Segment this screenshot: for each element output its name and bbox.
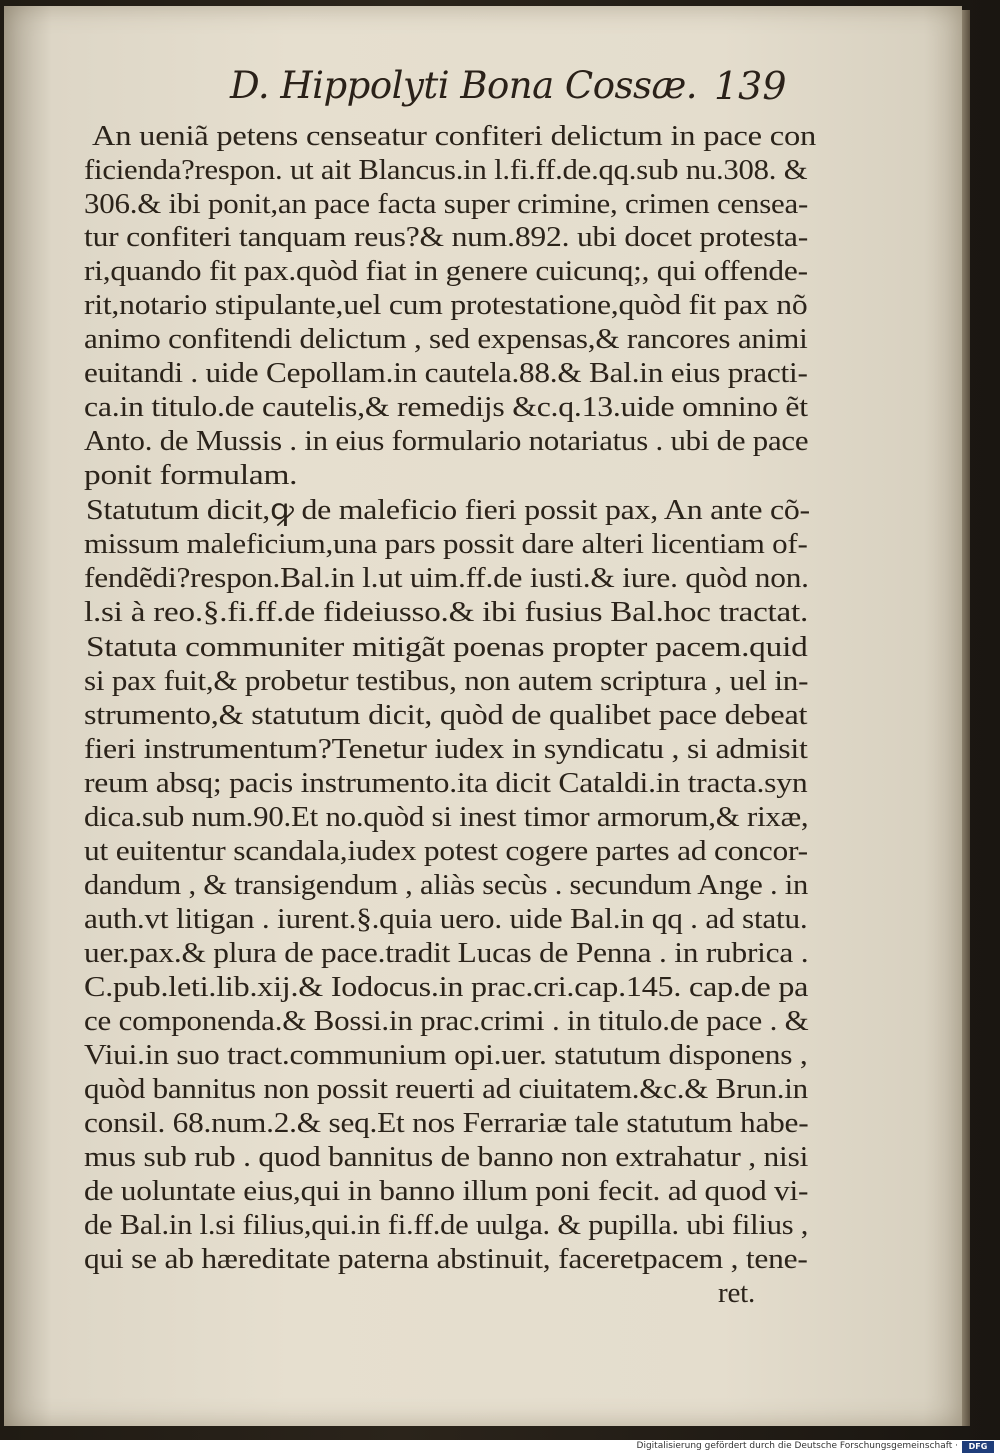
text-line: animo confitendi delictum , sed expensas,& rancores animi — [84, 323, 808, 355]
text-line: ponit formulam. — [84, 459, 298, 491]
text-line: ce componenda.& Bossi.in prac.crimi . in titulo.de pace . & — [84, 1005, 809, 1037]
text-line: dandum , & transigendum , aliàs secùs . secundum Ange . in — [84, 869, 809, 901]
dfg-logo: DFG — [962, 1441, 994, 1453]
text-line: mus sub rub . quod bannitus de banno non extrahatur , nisi — [84, 1141, 809, 1173]
text-line: C.pub.leti.lib.xij.& Iodocus.in prac.cri.cap.145. cap.de pa — [84, 971, 809, 1003]
text-line: Statuta communiter mitigãt poenas propter pacem.quid — [86, 631, 808, 663]
text-line: ficienda?respon. ut ait Blancus.in l.fi.ff.de.qq.sub nu.308. & — [84, 154, 808, 186]
text-line: missum maleficium,una pars possit dare alteri licentiam of- — [84, 528, 808, 560]
text-line: Viui.in suo tract.communium opi.uer. statutum disponens , — [84, 1039, 808, 1071]
text-line: Anto. de Mussis . in eius formulario notariatus . ubi de pace — [84, 425, 809, 457]
text-line: de uoluntate eius,qui in banno illum poni fecit. ad quod vi- — [84, 1175, 809, 1207]
text-line: ri,quando fit pax.quòd fiat in genere cuicunq;, qui offende- — [84, 255, 808, 287]
page-number: 139 — [714, 64, 787, 108]
text-line: fieri instrumentum?Tenetur iudex in syndicatu , si admisit — [84, 733, 808, 765]
text-line: de Bal.in l.si filius,qui.in fi.ff.de uulga. & pupilla. ubi filius , — [84, 1209, 809, 1241]
text-line: rit,notario stipulante,uel cum protestatione,quòd fit pax nõ — [84, 289, 808, 321]
text-line: reum absq; pacis instrumento.ita dicit Cataldi.in tracta.syn — [84, 767, 808, 799]
text-line: fendẽdi?respon.Bal.in l.ut uim.ff.de iusti.& iure. quòd non. — [84, 562, 809, 594]
text-line: auth.vt litigan . iurent.§.quia uero. uide Bal.in qq . ad statu. — [84, 903, 808, 935]
text-line: 306.& ibi ponit,an pace facta super crimine, crimen censea- — [84, 188, 809, 220]
text-line: l.si à reo.§.fi.ff.de fideiusso.& ibi fusius Bal.hoc tractat. — [84, 596, 809, 628]
text-line: ut euitentur scandala,iudex potest cogere partes ad concor- — [84, 835, 808, 867]
text-line: consil. 68.num.2.& seq.Et nos Ferrariæ tale statutum habe- — [84, 1107, 809, 1139]
text-line: An ueniã petens censeatur confiteri delictum in pace con — [92, 120, 817, 152]
text-line: ca.in titulo.de cautelis,& remedijs &c.q.13.uide omnino ẽt — [84, 391, 808, 423]
text-line: qui se ab hæreditate paterna abstinuit, faceretpacem , tene- — [84, 1243, 808, 1275]
text-line: Statutum dicit,ꝙ de maleficio fieri possit pax, An ante cõ- — [86, 494, 810, 526]
text-line: uer.pax.& plura de pace.tradit Lucas de Penna . in rubrica . — [84, 937, 809, 969]
text-line: strumento,& statutum dicit, quòd de qualibet pace debeat — [84, 699, 808, 731]
text-line: si pax fuit,& probetur testibus, non autem scriptura , uel in- — [84, 665, 809, 697]
catchword: ret. — [718, 1277, 756, 1309]
text-line: euitandi . uide Cepollam.in cautela.88.& Bal.in eius practi- — [84, 357, 808, 389]
digitization-credit: Digitalisierung gefördert durch die Deutsche Forschungsgemeinschaft · — [636, 1441, 958, 1451]
text-line: quòd bannitus non possit reuerti ad ciuitatem.&c.& Brun.in — [84, 1073, 808, 1105]
running-title: D. Hippolyti Bona Cossæ. — [230, 64, 698, 107]
text-line: dica.sub num.90.Et no.quòd si inest timor armorum,& rixæ, — [84, 801, 809, 833]
text-line: tur confiteri tanquam reus?& num.892. ubi docet protesta- — [84, 221, 809, 253]
